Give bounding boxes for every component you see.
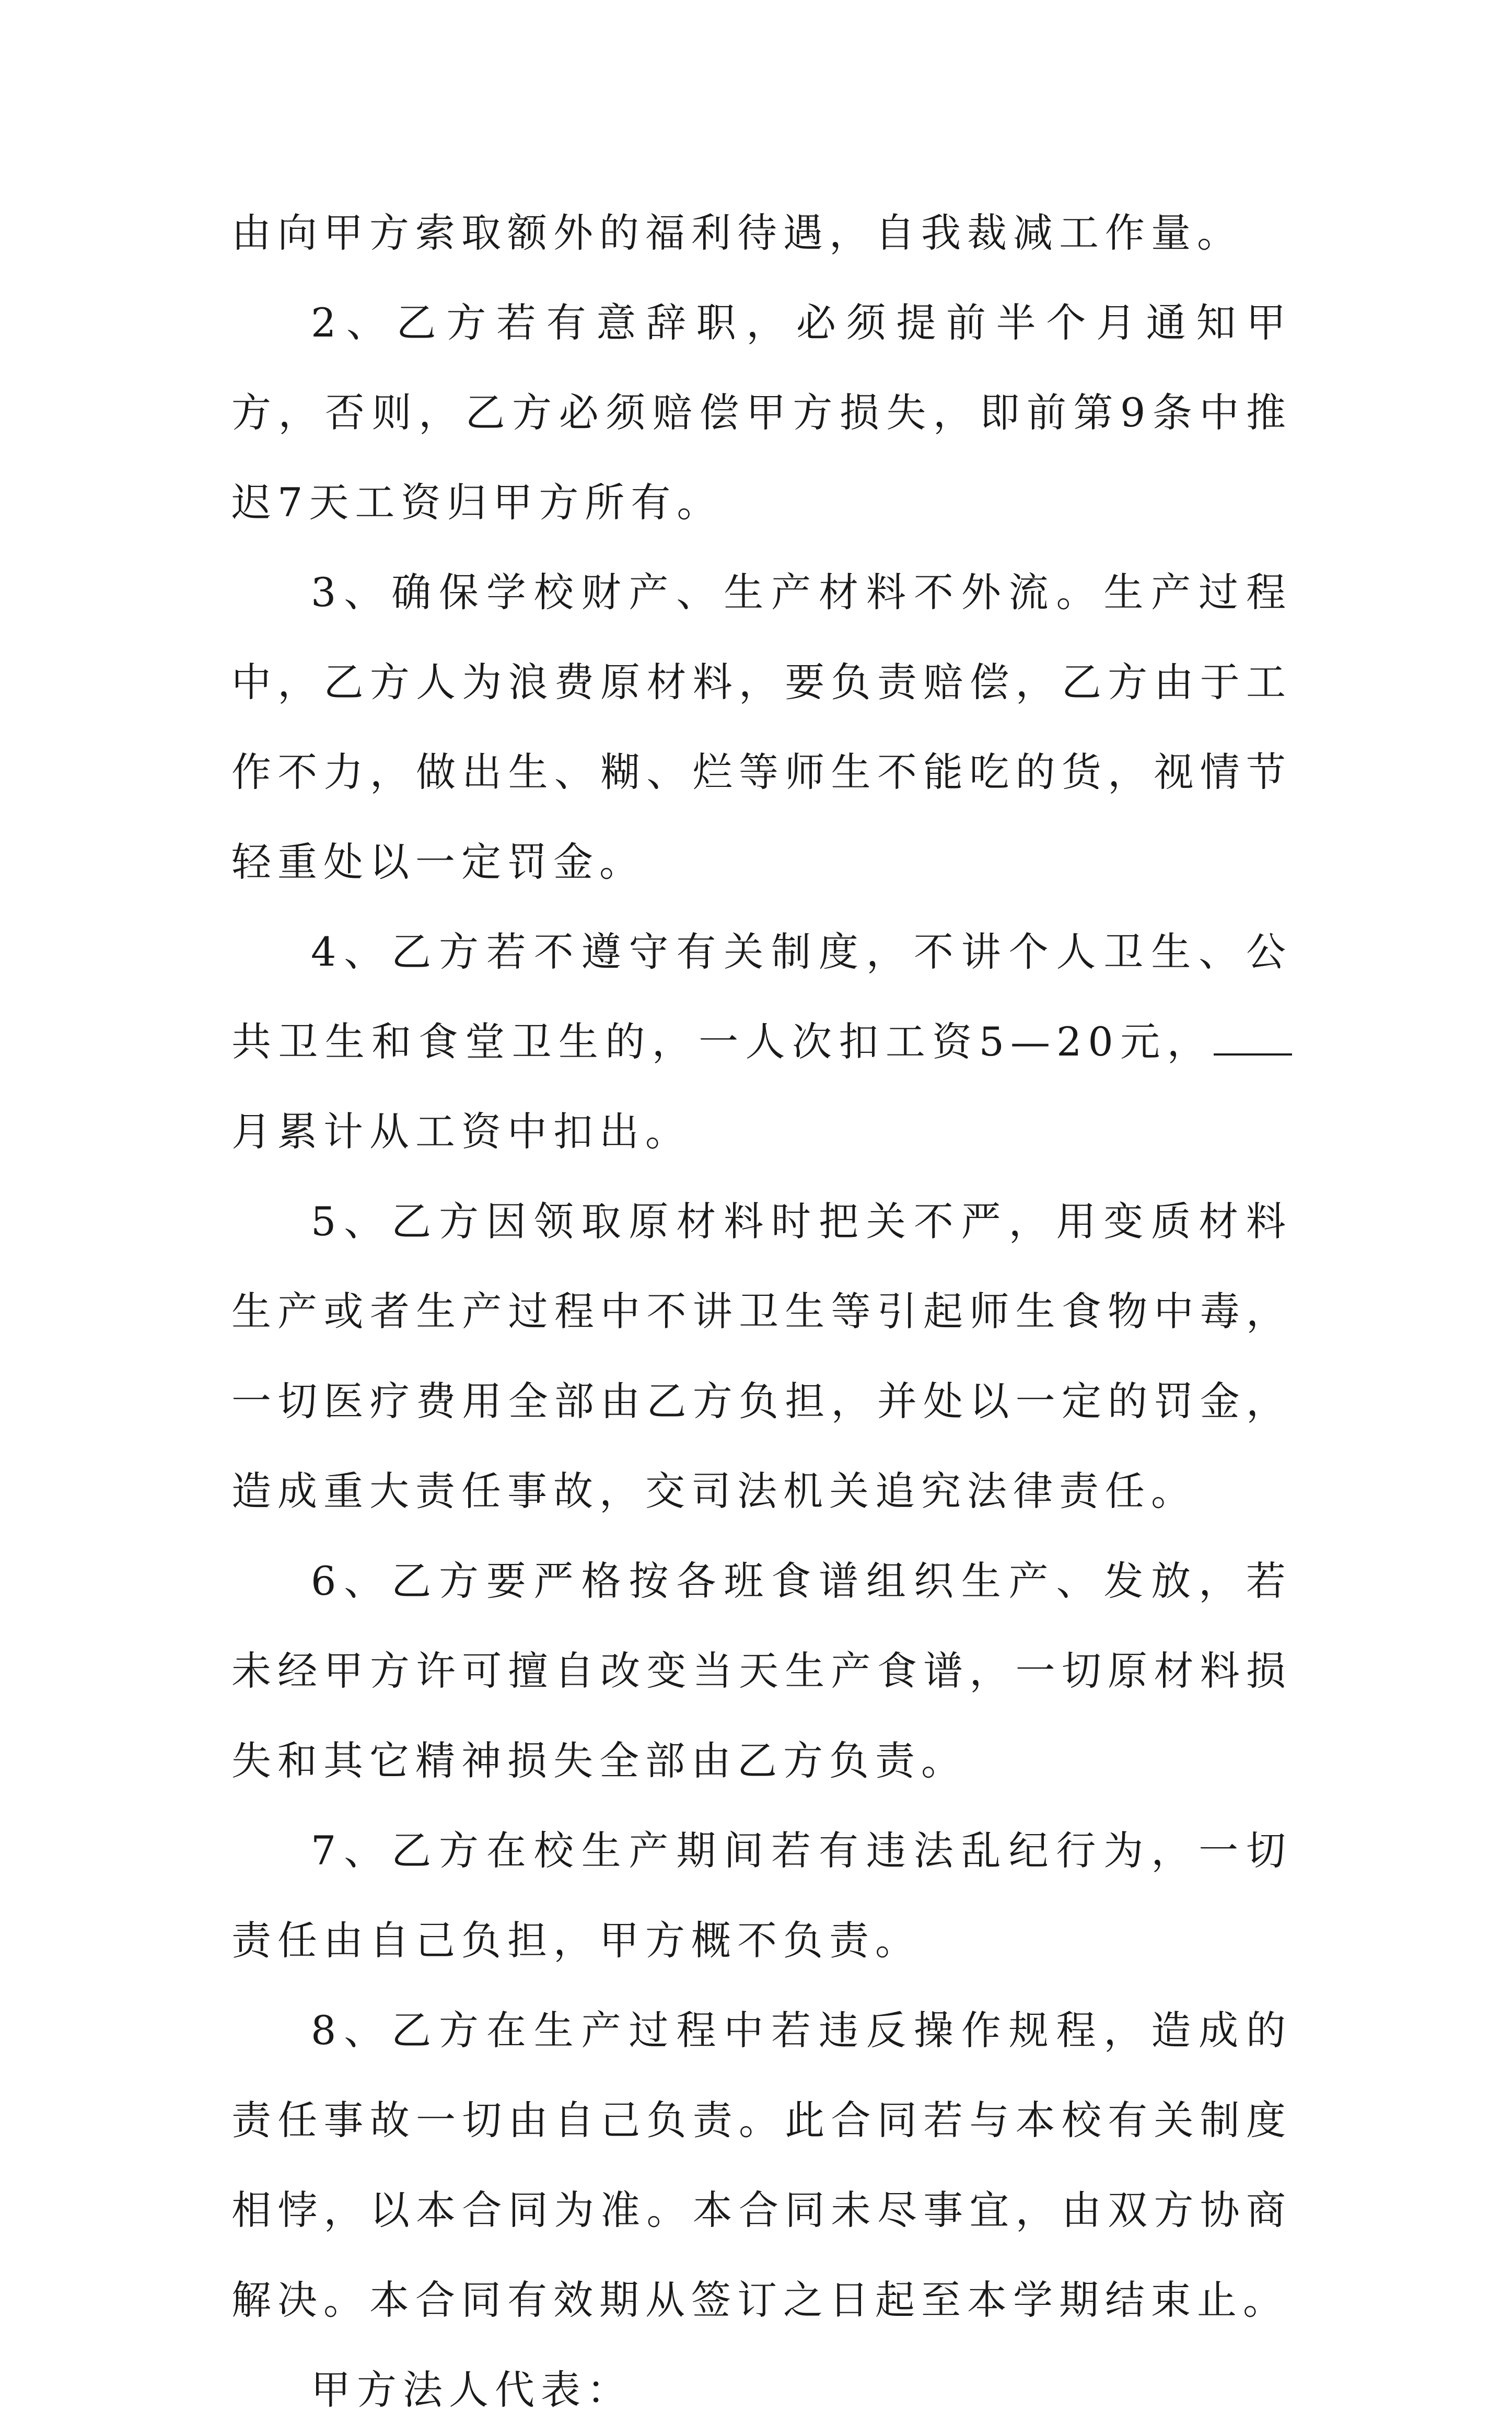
clause-2: 2、乙方若有意辞职，必须提前半个月通知甲方，否则，乙方必须赔偿甲方损失，即前第9条中推迟7天工资归甲方所有。 [231,299,1292,526]
clause-4-text-end: 月累计从工资中扣出。 [231,1108,691,1155]
clause-3: 3、确保学校财产、生产材料不外流。生产过程中，乙方人为浪费原材料，要负责赔偿，乙方由于工作不力，做出生、糊、烂等师生不能吃的货，视情节轻重处以一定罚金。 [231,569,1292,885]
clause-5: 5、乙方因领取原材料时把关不严，用变质材料生产或者生产过程中不讲卫生等引起师生食物中毒，一切医疗费用全部由乙方负担，并处以一定的罚金，造成重大责任事故，交司法机关追究法律责任。 [231,1198,1292,1514]
contract-body [231,188,1292,2435]
signature-party-a: 甲方法人代表： [311,2367,633,2413]
clause-6: 6、乙方要严格按各班食谱组织生产、发放，若未经甲方许可擅自改变当天生产食谱，一切原材料损失和其它精神损失全部由乙方负责。 [231,1558,1292,1784]
clause-4-text-start: 4、乙方若不遵守有关制度，不讲个人卫生、公共卫生和食堂卫生的，一人次扣工资5—20元， [231,929,1292,1065]
fill-in-blank [1214,1022,1292,1056]
clause-7: 7、乙方在校生产期间若有违法乱纪行为，一切责任由自己负担，甲方概不负责。 [231,1827,1292,1964]
clause-8: 8、乙方在生产过程中若违反操作规程，造成的责任事故一切由自己负责。此合同若与本校有关制度相悖，以本合同为准。本合同未尽事宜，由双方协商解决。本合同有效期从签订之日起至本学期结束止。 [231,2007,1292,2323]
clause-4 [231,907,1292,1177]
paragraph-continuation: 由向甲方索取额外的福利待遇，自我裁减工作量。 [231,210,1243,256]
